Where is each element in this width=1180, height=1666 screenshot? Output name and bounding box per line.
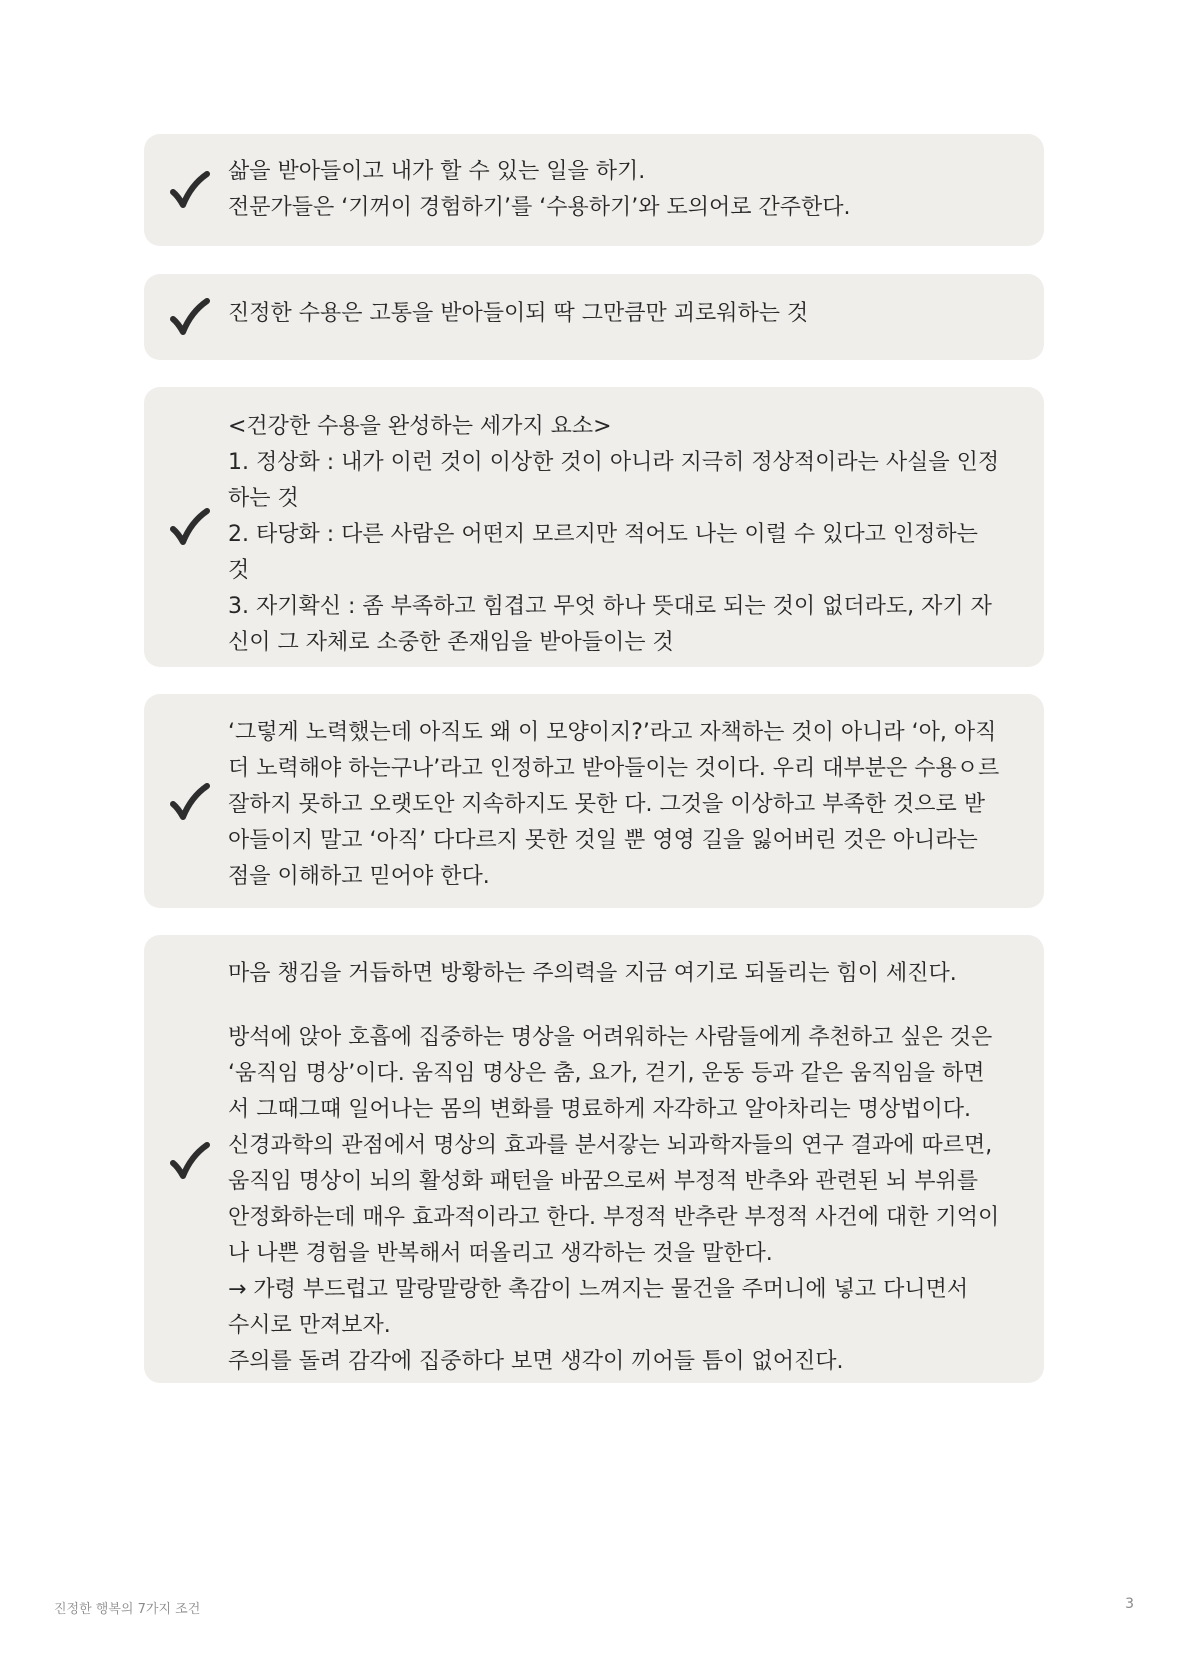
text-line: ‘그렇게 노력했는데 아직도 왜 이 모양이지?’라고 자책하는 것이 아니라 ‘아, 아직 — [228, 720, 997, 745]
check-icon — [168, 1139, 212, 1183]
text-line: 진정한 수용은 고통을 받아들이되 딱 그만큼만 괴로워하는 것 — [228, 301, 809, 326]
text-line: 점을 이해하고 믿어야 한다. — [228, 864, 490, 889]
text-line: 잘하지 못하고 오랫도안 지속하지도 못한 다. 그것을 이상하고 부족한 것으로 받 — [228, 792, 985, 817]
text-line: 수시로 만져보자. — [228, 1313, 391, 1338]
text-line: 2. 타당화 : 다른 사람은 어떤지 모르지만 적어도 나는 이럴 수 있다고 인정하는 — [228, 522, 978, 547]
check-icon — [168, 505, 212, 549]
text-line: 삶을 받아들이고 내가 할 수 있는 일을 하기. — [228, 159, 646, 184]
text-line: 신이 그 자체로 소중한 존재임을 받아들이는 것 — [228, 630, 674, 655]
card-text — [228, 154, 1020, 226]
card-true-acceptance — [144, 274, 1044, 360]
text-line: 것 — [228, 558, 250, 583]
page-number: 3 — [1125, 1596, 1134, 1612]
check-icon — [168, 780, 212, 824]
check-icon — [168, 295, 212, 339]
text-line: 움직임 명상이 뇌의 활성화 패턴을 바꿈으로써 부정적 반추와 관련된 뇌 부위를 — [228, 1169, 978, 1194]
text-line: 더 노력해야 하는구나’라고 인정하고 받아들이는 것이다. 우리 대부분은 수용ㅇ르 — [228, 756, 1000, 781]
text-line: 방석에 앉아 호흡에 집중하는 명상을 어려워하는 사람들에게 추천하고 싶은 것은 — [228, 1025, 993, 1050]
text-line: 서 그때그떄 일어나는 몸의 변화를 명료하게 자각하고 알아차리는 명상법이다. — [228, 1097, 972, 1122]
text-line: 3. 자기확신 : 좀 부족하고 힘겹고 무엇 하나 뜻대로 되는 것이 없더라도, 자기 자 — [228, 594, 992, 619]
text-line: 나 나쁜 경험을 반복해서 떠올리고 생각하는 것을 말한다. — [228, 1241, 773, 1266]
card-healthy-acceptance-elements — [144, 387, 1044, 667]
check-icon — [168, 168, 212, 212]
footer-book-title: 진정한 행복의 7가지 조건 — [54, 1602, 201, 1617]
card-accept-life — [144, 134, 1044, 246]
card-mindful-movement — [144, 935, 1044, 1383]
text-line: 아들이지 말고 ‘아직’ 다다르지 못한 것일 뿐 영영 길을 잃어버린 것은 아니라는 — [228, 828, 978, 853]
text-line: 안정화하는데 매우 효과적이라고 한다. 부정적 반추란 부정적 사건에 대한 기억이 — [228, 1205, 1000, 1230]
card-text — [228, 956, 1020, 1380]
paragraph-gap — [228, 992, 1020, 1020]
card-text — [228, 409, 1020, 661]
card-self-blame — [144, 694, 1044, 908]
text-line: <건강한 수용을 완성하는 세가지 요소> — [228, 414, 612, 439]
text-line: 하는 것 — [228, 486, 299, 511]
text-line: → 가령 부드럽고 말랑말랑한 촉감이 느껴지는 물건을 주머니에 넣고 다니면서 — [228, 1277, 969, 1302]
text-line: 전문가들은 ‘기꺼이 경험하기’를 ‘수용하기’와 도의어로 간주한다. — [228, 195, 851, 220]
card-text — [228, 296, 1020, 332]
text-line: 마음 챙김을 거듭하면 방황하는 주의력을 지금 여기로 되돌리는 힘이 세진다. — [228, 961, 957, 986]
text-line: 주의를 돌려 감각에 집중하다 보면 생각이 끼어들 틈이 없어진다. — [228, 1349, 844, 1374]
text-line: ‘움직임 명상’이다. 움직임 명상은 춤, 요가, 걷기, 운동 등과 같은 움직임을 하면 — [228, 1061, 985, 1086]
text-line: 1. 정상화 : 내가 이런 것이 이상한 것이 아니라 지극히 정상적이라는 사실을 인정 — [228, 450, 1000, 475]
card-text — [228, 715, 1020, 895]
text-line: 신경과학의 관점에서 명상의 효과를 분서갛는 뇌과학자들의 연구 결과에 따르면, — [228, 1133, 993, 1158]
